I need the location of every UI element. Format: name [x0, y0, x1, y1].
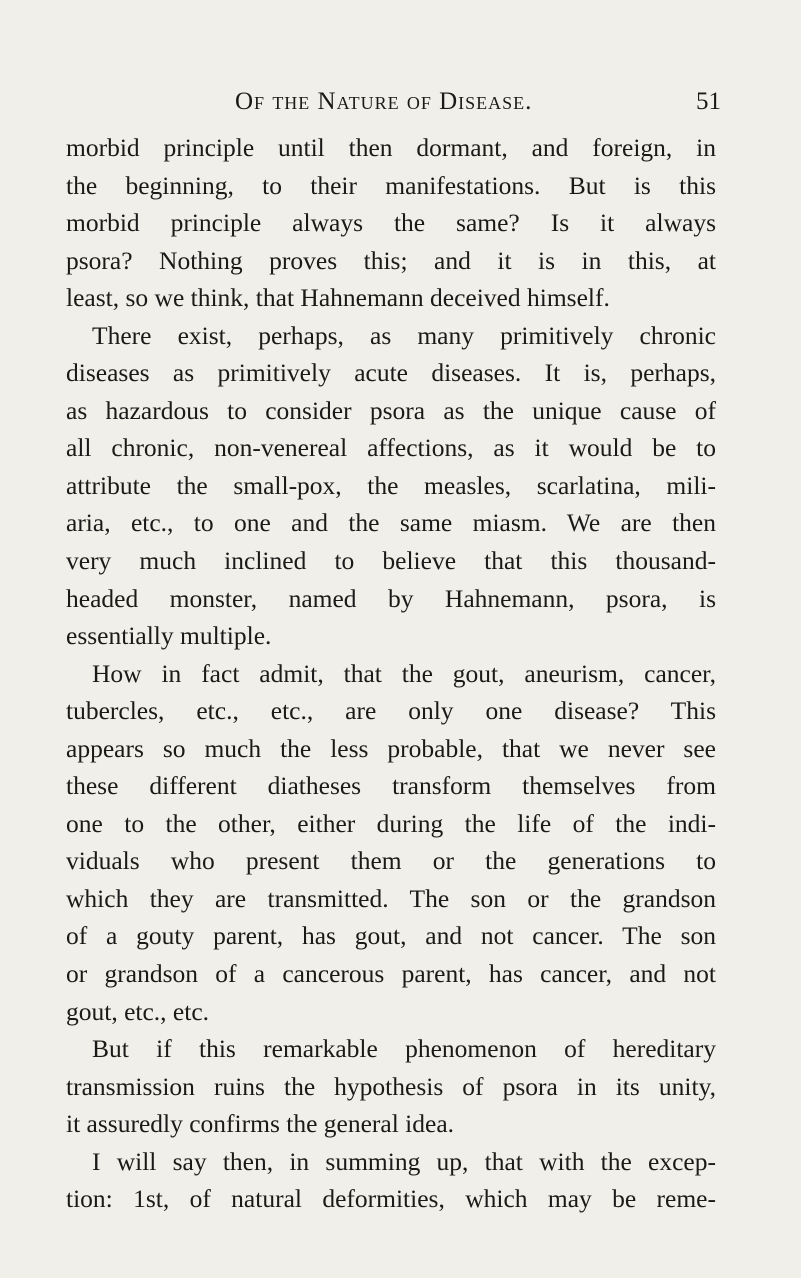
text-line: psora? Nothing proves this; and it is in this, at — [66, 245, 716, 275]
text-line: But if this remarkable phenomenon of hereditary — [92, 1034, 716, 1064]
text-line: least, so we think, that Hahnemann deceived himself. — [66, 283, 610, 313]
text-line: essentially multiple. — [66, 621, 272, 651]
running-head: Of the Nature of Disease. — [235, 88, 533, 115]
text-line: tubercles, etc., etc., are only one disease? This — [66, 696, 716, 726]
text-line: which they are transmitted. The son or the grandson — [66, 883, 716, 913]
text-line: diseases as primitively acute diseases. It is, perhaps, — [66, 358, 716, 388]
text-line: or grandson of a cancerous parent, has cancer, and not — [66, 959, 716, 989]
text-line: There exist, perhaps, as many primitively chronic — [92, 320, 716, 350]
text-line: as hazardous to consider psora as the unique cause of — [66, 395, 716, 425]
page-number: 51 — [696, 88, 721, 115]
text-line: one to the other, either during the life of the indi- — [66, 808, 716, 838]
text-line: the beginning, to their manifestations. But is this — [66, 170, 716, 200]
text-line: morbid principle always the same? Is it always — [66, 208, 716, 238]
text-line: tion: 1st, of natural deformities, which may be reme- — [66, 1184, 716, 1214]
text-line: these different diatheses transform themselves from — [66, 771, 716, 801]
text-line: attribute the small-pox, the measles, scarlatina, mili- — [66, 470, 716, 500]
text-line: How in fact admit, that the gout, aneurism, cancer, — [92, 658, 716, 688]
text-line: of a gouty parent, has gout, and not cancer. The son — [66, 921, 716, 951]
text-line: viduals who present them or the generations to — [66, 846, 716, 876]
text-line: appears so much the less probable, that we never see — [66, 733, 716, 763]
text-line: transmission ruins the hypothesis of psora in its unity, — [66, 1071, 716, 1101]
text-line: aria, etc., to one and the same miasm. We are then — [66, 508, 716, 538]
body-text — [66, 129, 716, 1218]
text-line: all chronic, non-venereal affections, as it would be to — [66, 433, 716, 463]
text-line: headed monster, named by Hahnemann, psora, is — [66, 583, 716, 613]
text-line: I will say then, in summing up, that with the excep- — [92, 1146, 716, 1176]
text-line: gout, etc., etc. — [66, 996, 210, 1026]
text-line: morbid principle until then dormant, and foreign, in — [66, 133, 716, 162]
text-line: it assuredly confirms the general idea. — [66, 1109, 455, 1139]
text-line: very much inclined to believe that this thousand- — [66, 546, 716, 576]
